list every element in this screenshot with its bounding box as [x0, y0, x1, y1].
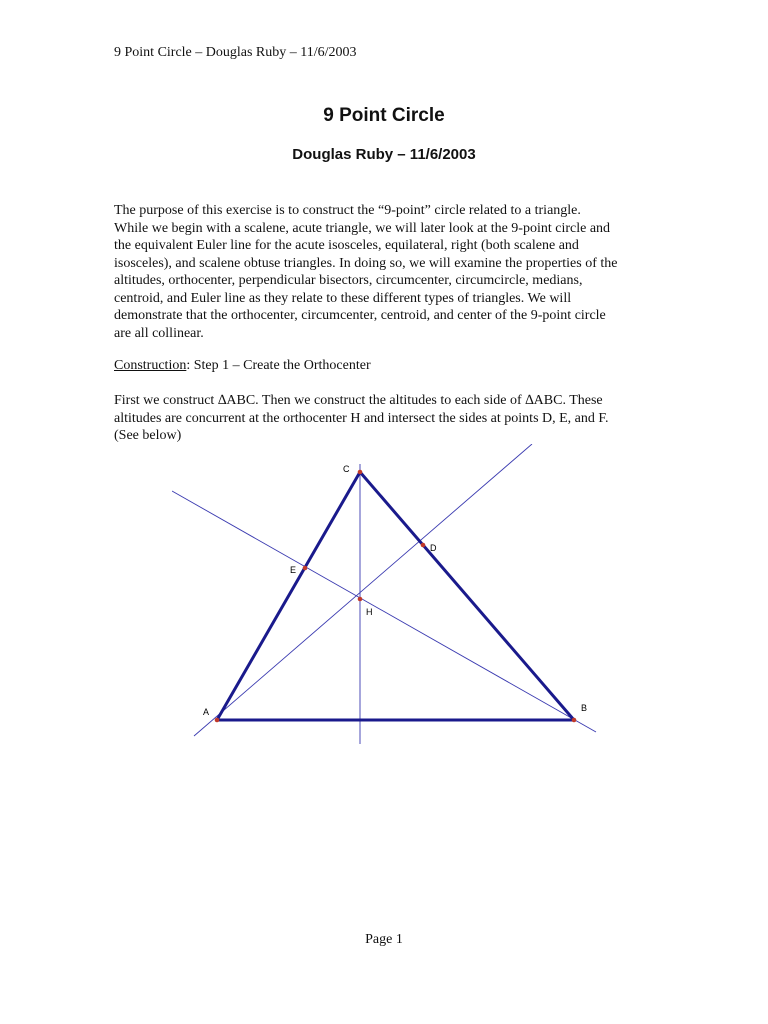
step1-paragraph	[114, 392, 664, 445]
altitude-from-a	[194, 444, 532, 736]
point-e	[303, 566, 308, 571]
construction-step: : Step 1 – Create the Orthocenter	[186, 358, 371, 373]
point-d	[421, 543, 426, 548]
label-c: C	[343, 464, 350, 474]
altitude-from-b	[172, 491, 596, 732]
label-e: E	[290, 565, 297, 575]
label-d: D	[430, 543, 437, 553]
label-b: B	[581, 703, 588, 713]
document-title: 9 Point Circle	[323, 105, 445, 126]
point-c	[358, 470, 363, 475]
orthocenter-figure	[172, 444, 600, 744]
point-a	[215, 718, 220, 723]
label-h: H	[366, 607, 373, 617]
construction-label: Construction	[114, 358, 187, 373]
intro-line: While we begin with a scalene, acute triangle, we will later look at the 9-point circle and	[114, 220, 611, 236]
label-a: A	[203, 707, 210, 717]
intro-line: The purpose of this exercise is to construct the “9-point” circle related to a triangle.	[114, 203, 581, 218]
intro-line: centroid, and Euler line as they relate to these different types of triangles. We will	[114, 290, 572, 306]
intro-line: demonstrate that the orthocenter, circumcenter, centroid, and center of the 9-point circle	[114, 308, 606, 323]
step1-line: (See below)	[114, 428, 182, 443]
step1-line: First we construct ∆ABC. Then we construct the altitudes to each side of ∆ABC. These	[114, 393, 603, 408]
page-number: Page 1	[365, 932, 403, 947]
intro-line: isosceles), and scalene obtuse triangles. In doing so, we will examine the properties of the	[114, 255, 618, 271]
intro-line: the equivalent Euler line for the acute isosceles, equilateral, right (both scalene and	[114, 238, 579, 253]
point-h	[358, 597, 363, 602]
triangle-abc	[217, 472, 574, 720]
intro-line: altitudes, orthocenter, perpendicular bisectors, circumcenter, circumcircle, medians,	[114, 273, 583, 288]
orthocenter-diagram	[172, 444, 600, 744]
step1-line: altitudes are concurrent at the orthocenter H and intersect the sides at points D, E, and F.	[114, 410, 609, 426]
construction-heading	[114, 357, 664, 375]
page-header: 9 Point Circle – Douglas Ruby – 11/6/2003	[114, 45, 357, 60]
document-subtitle: Douglas Ruby – 11/6/2003	[292, 146, 476, 163]
intro-paragraph	[114, 202, 664, 342]
point-b	[572, 718, 577, 723]
intro-line: are all collinear.	[114, 325, 204, 341]
